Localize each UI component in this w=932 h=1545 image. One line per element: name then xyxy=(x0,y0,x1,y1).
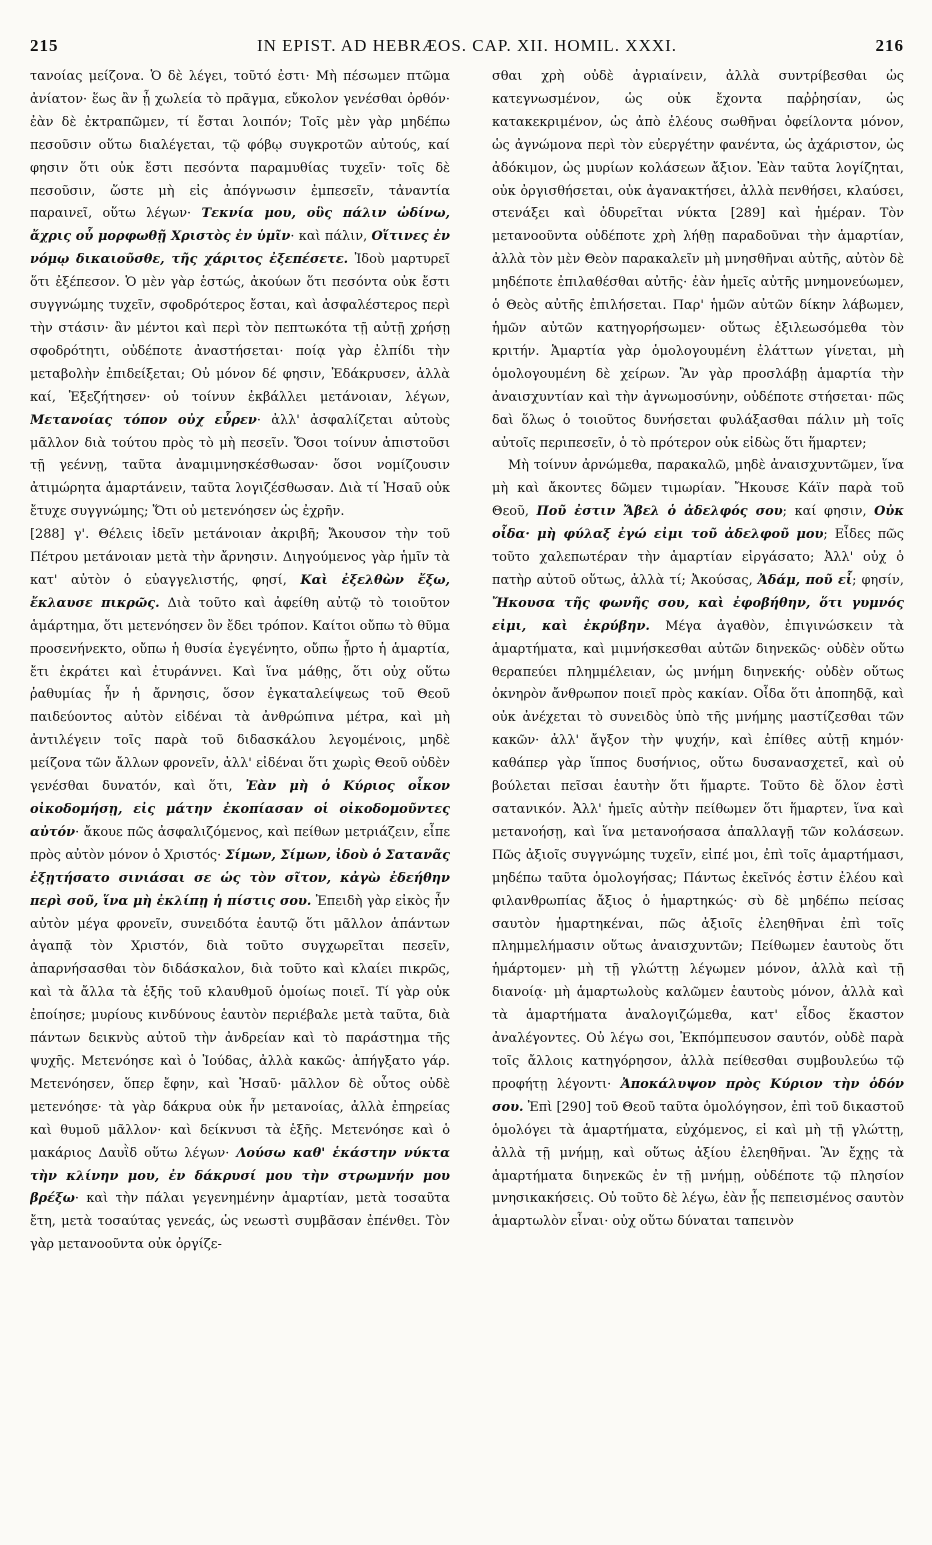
paragraph xyxy=(492,455,904,1234)
body-text: Ἰδοὺ μαρτυρεῖ ὅτι ἐξέπεσον. Ὁ μὲν γὰρ ἑστώς, ἀκούων ὅτι πεσόντα οὐκ ἔστι συγγνώμης τυχεῖν, σφοδρότερος ἔσται, καὶ ἀσφαλέστερος περὶ τὴν στάσιν· ἂν μέντοι καὶ περὶ τὸν πεπτωκότα τῇ αὐτῇ χρήσῃ σφοδρότητι, οὐδέποτε ἀναστήσεται· ποίᾳ γὰρ ἐλπίδι τὴν μεταβολὴν ἐπιδείξεται; Οὐ μόνον δέ φησιν, Ἐδάκρυσεν, ἀλλὰ καί, Ἐξεζήτησεν· οὐ τοίνυν ἐκβάλλει μετάνοιαν, λέγων, xyxy=(30,252,450,405)
body-text: Ἐπειδὴ γὰρ εἰκὸς ἦν αὐτὸν μέγα φρονεῖν, συνειδότα ἑαυτῷ ὅτι μᾶλλον ἁπάντων ἀγαπᾷ τὸν Χριστόν, διὰ τοῦτο συγχωρεῖται πεσεῖν, ἀπαρνήσασθαι τὸν διδάσκαλον, διὰ τοῦτο καὶ κλαίει πικρῶς, καὶ τὰ ἄλλα τὰ ἑξῆς τοῦ κλαυθμοῦ ὁμοίως ποιεῖ. Τί γὰρ οὐκ ἐποίησε; μυρίους κινδύνους ἑαυτὸν περιέβαλε μετὰ ταῦτα, διὰ πάντων δεικνὺς αὐτοῦ τὴν ἀνδρείαν καὶ τὸ παράστημα τῆς ψυχῆς. Μετενόησε καὶ ὁ Ἰούδας, ἀλλὰ κακῶς· ἀπήγξατο γάρ. Μετενόησεν, ὅπερ ἔφην, καὶ Ἡσαῦ· μᾶλλον δὲ οὗτος οὐδὲ μετενόησε· τὰ γὰρ δάκρυα οὐκ ἦν μετανοίας, ἀλλὰ ἐπηρείας καὶ θυμοῦ μᾶλλον· καὶ δείκνυσι τὰ ἑξῆς. Μετενόησε καὶ ὁ μακάριος Δαυῒδ οὕτω λέγων· xyxy=(30,893,450,1161)
right-column xyxy=(492,66,904,1521)
quotation-text: Ποῦ ἐστιν Ἄβελ ὁ ἀδελφός σου xyxy=(536,504,783,520)
quotation-text: Μετανοίας τόπον οὐχ εὗρεν xyxy=(30,412,257,428)
body-text: ; Εἶδες πῶς τοῦτο χαλεπωτέραν τὴν ἁμαρτίαν εἰργάσατο; Ἀλλ' οὐχ ὁ πατὴρ αὐτοῦ οὕτως, ἀλλὰ τί; Ἀκούσας, xyxy=(492,527,904,588)
page-header xyxy=(30,36,904,62)
body-text: τανοίας μείζονα. Ὁ δὲ λέγει, τοῦτό ἐστι· Μὴ πέσωμεν πτῶμα ἀνίατον· ἕως ἂν ᾖ χωλεία τὸ πρᾶγμα, εὔκολον γενέσθαι ὀρθόν· ἐὰν δὲ ἐκτραπῶμεν, τί ἔσται λοιπόν; Τοῖς μὲν γὰρ μηδέπω πεσοῦσιν οὕτω διαλέγεται, τῷ φόβῳ συγκροτῶν αὐτούς, καί φησιν ὅτι οὐκ ἔστι πεσόντα παραμυθίας τυχεῖν· τοῖς δὲ πεσοῦσιν, ὥστε μὴ εἰς ἀπόγνωσιν ἐμπεσεῖν, τἀναντία παραινεῖ, οὕτω λέγων· xyxy=(30,69,450,222)
body-text: Διὰ τοῦτο καὶ ἀφείθη αὐτῷ τὸ τοιοῦτον ἁμάρτημα, ὅτι μετενόησεν ὃν ἔδει τρόπον. Καίτοι οὔπω τὸ θῦμα προσενήνεκτο, οὔπω ἡ θυσία ἐγεγένητο, οὔπω ᾖρτο ἡ ἁμαρτία, ἔτι ἐκράτει καὶ ἐτυράννει. Καὶ ἵνα μάθῃς, ὅτι οὐχ οὕτω ῥαθυμίας ἦν ἡ ἄρνησις, ὅσον ἐγκαταλείψεως τοῦ Θεοῦ παιδεύοντος αὐτὸν εἰδέναι τὰ ἀνθρώπινα μέτρα, καὶ μὴ ἀντιλέγειν τοῖς παρὰ τοῦ διδασκάλου λεγομένοις, μηδὲ μείζονα τῶν ἄλλων φρονεῖν, ἀλλ' εἰδέναι ὅτι χωρὶς Θεοῦ οὐδὲν γενέσθαι δυνατόν, καὶ ὅτι, xyxy=(30,595,450,795)
quotation-text: Καὶ ἐξελθὼν ἔξω, ἔκλαυσε πικρῶς. xyxy=(30,572,450,611)
body-text: · καὶ τὴν πάλαι γεγενημένην ἁμαρτίαν, μετὰ τοσαῦτα ἔτη, μετὰ τοσαύτας γενεάς, ὡς νεωστὶ συμβᾶσαν ἐπένθει. Τὸν γὰρ μετανοοῦντα οὐκ ὀργίζε- xyxy=(30,1191,450,1253)
body-text: Μέγα ἀγαθὸν, ἐπιγινώσκειν τὰ ἁμαρτήματα, καὶ μιμνήσκεσθαι αὐτῶν διηνεκῶς· οὐδὲν οὕτω θεραπεύει πλημμέλειαν, ὡς μνήμη διηνεκής· οὐδὲν οὕτως ὀκνηρὸν ἄνθρωπον ποιεῖ πρὸς κακίαν. Οἶδα ὅτι ἀποπηδᾷ, καὶ οὐκ ἀνέχεται τὸ συνειδὸς ὑπὸ τῆς μνήμης μαστίζεσθαι τῶν κακῶν· ἀλλ' ἄγξον τὴν ψυχήν, καὶ ἐπίθες αὐτῇ κημόν· καθάπερ γὰρ ἵππος δυσήνιος, οὕτω δυσανασχετεῖ, καὶ οὐ βούλεται πεῖσαι ἑαυτὴν ὅτι ἥμαρτε. Τοῦτο δὲ ὅλον ἐστὶ σατανικόν. Ἀλλ' ἡμεῖς αὐτὴν πείθωμεν ὅτι ἥμαρτεν, ἵνα καὶ μετανοήσῃ, καὶ ἵνα μετανοήσασα ἀπαλλαγῇ τῶν κολάσεων. Πῶς ἀξιοῖς συγγνώμης τυχεῖν, εἰπέ μοι, ἐπὶ τοῖς ἁμαρτήμασι, μηδέπω ταῦτα ὁμολογήσας; Πάντως ἐκεῖνός ἐστιν ἐλέου καὶ φιλανθρωπίας ἄξιος ὁ ἡμαρτηκώς· σὺ δὲ μηδέπω πείσας σαυτὸν ἡμαρτηκέναι, πῶς ἀξιοῖς ἐλεηθῆναι ἐπὶ τοῖς πλημμελήμασιν οὕτως ἀναισχυντῶν; Πείθωμεν ἑαυτοὺς ὅτι ἡμάρτομεν· μὴ τῇ γλώττῃ λέγωμεν μόνον, ἀλλὰ καὶ τῇ διανοίᾳ· μὴ ἁμαρτωλοὺς καλῶμεν ἑαυτοὺς μόνον, ἀλλὰ καὶ τὰ ἁμαρτήματα ἀναλογιζώμεθα, κατ' εἶδος ἕκαστον ἀναλέγοντες. Οὐ λέγω σοι, Ἐκπόμπευσον σαυτόν, οὐδὲ παρὰ τοῖς ἄλλοις κατηγόρησον, ἀλλὰ πείθεσθαι συμβουλεύω τῷ προφήτῃ λέγοντι· xyxy=(492,618,904,1092)
page-number-right: 216 xyxy=(875,36,904,55)
body-text: ; καί φησιν, xyxy=(782,504,875,520)
quotation-text: Ἀδάμ, ποῦ εἶ xyxy=(757,572,853,588)
quotation-text: Σίμων, Σίμων, ἰδοὺ ὁ Σατανᾶς ἐξῃτήσατο σινιάσαι σε ὡς τὸν σῖτον, κἀγὼ ἐδεήθην περὶ σοῦ, ἵνα μὴ ἐκλίπῃ ἡ πίστις σου. xyxy=(30,847,450,909)
paragraph xyxy=(30,524,450,1257)
body-text: [288] γ'. Θέλεις ἰδεῖν μετάνοιαν ἀκριβῆ; Ἄκουσον τὴν τοῦ Πέτρου μετάνοιαν μετὰ τὴν ἄρνησιν. Διηγούμενος γὰρ ἡμῖν τὰ κατ' αὐτὸν ὁ εὐαγγελιστής, φησί, xyxy=(30,527,450,588)
quotation-text: Ἤκουσα τῆς φωνῆς σου, καὶ ἐφοβήθην, ὅτι γυμνός εἰμι, καὶ ἐκρύβην. xyxy=(492,595,904,634)
body-text: Ἐπὶ [290] τοῦ Θεοῦ ταῦτα ὁμολόγησον, ἐπὶ τοῦ δικαστοῦ ὁμολόγει τὰ ἁμαρτήματα, εὐχόμενος, εἰ καὶ μὴ τῇ γλώττῃ, ἀλλὰ τῇ μνήμῃ, καὶ οὕτως ἀξίου ἐλεηθῆναι. Ἂν ἔχῃς τὰ ἁμαρτήματα διηνεκῶς ἐν τῇ μνήμῃ, οὐδέποτε τῷ πλησίον μνησικακήσεις. Οὐ τοῦτο δὲ λέγω, ἐὰν ᾖς πεπεισμένος σαυτὸν ἁμαρτωλὸν εἶναι· οὐχ οὕτω δύναται ταπεινὸν xyxy=(492,1099,904,1230)
quotation-text: Λούσω καθ' ἑκάστην νύκτα τὴν κλίνην μου, ἐν δάκρυσί μου τὴν στρωμνήν μου βρέξω xyxy=(30,1145,450,1207)
quotation-text: Ἀποκάλυψον πρὸς Κύριον τὴν ὁδόν σου. xyxy=(492,1076,904,1115)
body-text: σθαι χρὴ οὐδὲ ἀγριαίνειν, ἀλλὰ συντρίβεσθαι ὡς κατεγνωσμένον, ὡς οὐκ ἔχοντα παῤῥησίαν, ὡς κατακεκριμένον, ὡς ἀπὸ ἐλέους σωθῆναι ὀφείλοντα μόνον, ὡς ἀγνώμονα περὶ τὸν εὐεργέτην φανέντα, ὡς ἀχάριστον, ὡς ἀδόκιμον, ὡς μυρίων κολάσεων ἄξιον. Ἐὰν ταῦτα λογίζηται, οὐκ ὀργισθήσεται, οὐκ ἀγανακτήσει, ἀλλὰ πενθήσει, κλαύσει, στενάξει καὶ ὀδυρεῖται νύκτα [289] καὶ ἡμέραν. Τὸν μετανοοῦντα οὐδέποτε χρὴ λήθῃ παραδοῦναι τὴν ἁμαρτίαν, ἀλλὰ τὸν μὲν Θεὸν παρακαλεῖν μὴ μνησθῆναι αὐτῆς, αὐτὸν δὲ μηδέποτε ἐπιλαθέσθαι αὐτῆς· ἐὰν ἡμεῖς αὐτῆς μνημονεύωμεν, ὁ Θεὸς αὐτῆς ἐπιλήσεται. Παρ' ἡμῶν αὐτῶν δίκην λάβωμεν, ἡμῶν αὐτῶν κατηγορήσωμεν· οὕτως ἐξιλεωσόμεθα τὸν κριτήν. Ἁμαρτία γὰρ ὁμολογουμένη ἐλάττων γίνεται, μὴ ὁμολογουμένη δὲ χείρων. Ἂν γὰρ προσλάβῃ ἁμαρτία τὴν ἀναισχυντίαν καὶ τὴν ἀγνωμοσύνην, οὐδέποτε στήσεται· πῶς δαὶ ὅλως ὁ τοιοῦτος δυνήσεται φυλάξασθαι πάλιν μὴ τοῖς αὐτοῖς περιπεσεῖν, ὁ τὸ πρότερον οὐκ εἰδὼς ὅτι ἥμαρτεν; xyxy=(492,69,904,451)
body-text: · καὶ πάλιν, xyxy=(290,229,372,245)
quotation-text: Οὐκ οἶδα· μὴ φύλαξ ἐγώ εἰμι τοῦ ἀδελφοῦ μου xyxy=(492,504,904,543)
page-number-left: 215 xyxy=(30,36,59,55)
quotation-text: Οἵτινες ἐν νόμῳ δικαιοῦσθε, τῆς χάριτος ἐξεπέσετε. xyxy=(30,229,450,268)
left-column xyxy=(30,66,450,1521)
body-text: · ἄκουε πῶς ἀσφαλιζόμενος, καὶ πείθων μετριάζειν, εἶπε πρὸς αὐτὸν μόνον ὁ Χριστός· xyxy=(30,824,450,863)
body-text: Μὴ τοίνυν ἀρνώμεθα, παρακαλῶ, μηδὲ ἀναισχυντῶμεν, ἵνα μὴ καὶ ἄκοντες δῶμεν τιμωρίαν. Ἤκουσε Κάϊν παρὰ τοῦ Θεοῦ, xyxy=(492,458,904,520)
quotation-text: Τεκνία μου, οὓς πάλιν ὠδίνω, ἄχρις οὗ μορφωθῇ Χριστὸς ἐν ὑμῖν xyxy=(30,206,450,245)
running-title: IN EPIST. AD HEBRÆOS. CAP. XII. HOMIL. XXXI. xyxy=(256,36,678,55)
text-columns xyxy=(30,66,904,1521)
paragraph xyxy=(492,66,904,455)
paragraph xyxy=(30,66,450,524)
quotation-text: Ἐὰν μὴ ὁ Κύριος οἶκον οἰκοδομήσῃ, εἰς μάτην ἐκοπίασαν οἱ οἰκοδομοῦντες αὐτόν xyxy=(30,779,450,840)
body-text: · ἀλλ' ἀσφαλίζεται αὐτοὺς μᾶλλον διὰ τούτου πρὸς τὸ μὴ πεσεῖν. Ὅσοι τοίνυν ἀπιστοῦσι τῇ γεέννῃ, ταῦτα ἀναμιμνησκέσθωσαν· ὅσοι νομίζουσιν ἀτιμώρητα ἁμαρτάνειν, ταῦτα λογιζέσθωσαν. Διὰ τί Ἡσαῦ οὐκ ἔτυχε συγγνώμης; Ὅτι οὐ μετενόησεν ὡς ἐχρῆν. xyxy=(30,412,450,520)
body-text: ; φησίν, xyxy=(852,572,904,588)
